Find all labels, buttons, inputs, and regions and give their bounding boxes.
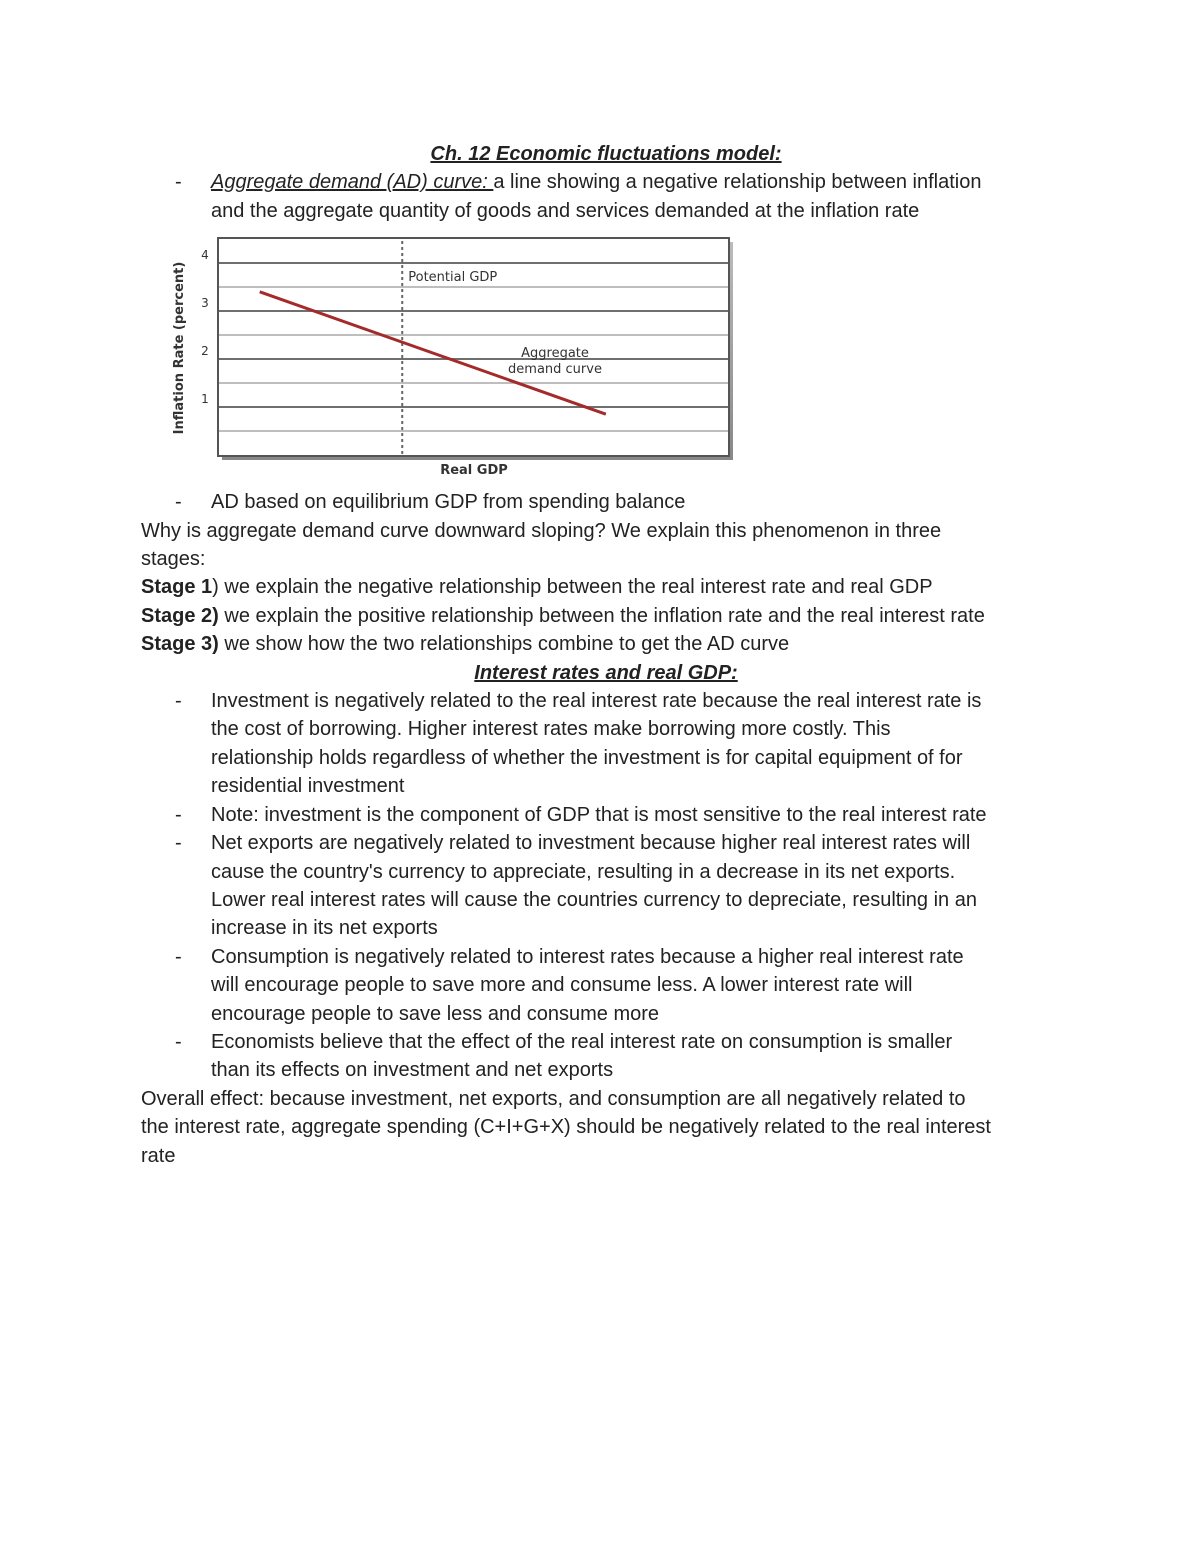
list-item: - Note: investment is the component of GDP that is most sensitive to the real interest rate xyxy=(141,801,1071,829)
page-title: Ch. 12 Economic fluctuations model: xyxy=(430,143,782,165)
y-tick-label: 4 xyxy=(201,248,209,262)
section-subtitle: Interest rates and real GDP: xyxy=(474,661,738,684)
why-line: Why is aggregate demand curve downward sloping? We explain this phenomenon in three xyxy=(141,519,942,542)
bullet-dash: - xyxy=(175,690,182,713)
y-tick-label: 2 xyxy=(201,344,209,358)
stage-text: ) we explain the negative relationship between the real interest rate and real GDP xyxy=(212,576,933,599)
list-item xyxy=(141,168,1071,225)
ad-definition-cont: and the aggregate quantity of goods and services demanded at the inflation rate xyxy=(211,199,920,222)
stage-label: Stage 2) xyxy=(141,604,219,627)
bullet-dash: - xyxy=(175,945,182,968)
bullet-dash: - xyxy=(175,803,182,826)
list-item: - Consumption is negatively related to interest rates because a higher real interest rate will encourage people to save more and consume less. A lower interest rate will encourage people to save less and consume more xyxy=(141,943,1071,1028)
stage-3 xyxy=(141,630,1071,658)
list-item xyxy=(141,488,1071,516)
ad-definition: a line showing a negative relationship between inflation xyxy=(493,171,982,194)
list-item: - Economists believe that the effect of the real interest rate on consumption is smaller than its effects on investment and net exports xyxy=(141,1028,1071,1085)
curve-label-line2: demand curve xyxy=(508,362,602,377)
y-axis-label: Inflation Rate (percent) xyxy=(172,261,187,435)
ad-term: Aggregate demand (AD) curve: xyxy=(211,171,494,194)
list-item: - Investment is negatively related to the real interest rate because the real interest rate is the cost of borrowing. Higher interest rates make borrowing more costly. This relationship holds regardless of whether the investment is for capital equipment of for residential investment xyxy=(141,687,1071,801)
stage-text: we show how the two relationships combine to get the AD curve xyxy=(218,633,790,656)
list-item: - Net exports are negatively related to investment because higher real interest rates will cause the country's currency to appreciate, resulting in a decrease in its net exports. Lower real interest rates will cause the countries currency to depreciate, resulting in an increase in its net exports xyxy=(141,829,1071,943)
stage-text: we explain the positive relationship between the inflation rate and the real interest rate xyxy=(218,604,985,627)
ad-chart xyxy=(165,233,740,483)
ad-based-text: AD based on equilibrium GDP from spending balance xyxy=(211,491,686,514)
bullet-dash: - xyxy=(175,1030,182,1053)
stage-label: Stage 1 xyxy=(141,576,213,599)
stage-2 xyxy=(141,602,1071,630)
y-tick-label: 3 xyxy=(201,296,209,310)
overall-paragraph: Overall effect: because investment, net exports, and consumption are all negatively related to the interest rate, aggregate spending (C+I+G+X) should be negatively related to the real interest rate xyxy=(141,1087,991,1167)
ad-chart-svg xyxy=(165,233,740,483)
bullet-dash: - xyxy=(175,491,182,514)
stage-1 xyxy=(141,573,1071,601)
why-line: stages: xyxy=(141,548,206,571)
stage-label: Stage 3) xyxy=(141,633,219,656)
y-tick-labels xyxy=(201,248,209,406)
curve-label-line1: Aggregate xyxy=(521,346,589,361)
bullet-dash: - xyxy=(175,832,182,855)
potential-gdp-label: Potential GDP xyxy=(408,270,498,285)
bullet-dash: - xyxy=(175,171,182,194)
y-tick-label: 1 xyxy=(201,392,209,406)
x-axis-label: Real GDP xyxy=(440,463,508,478)
